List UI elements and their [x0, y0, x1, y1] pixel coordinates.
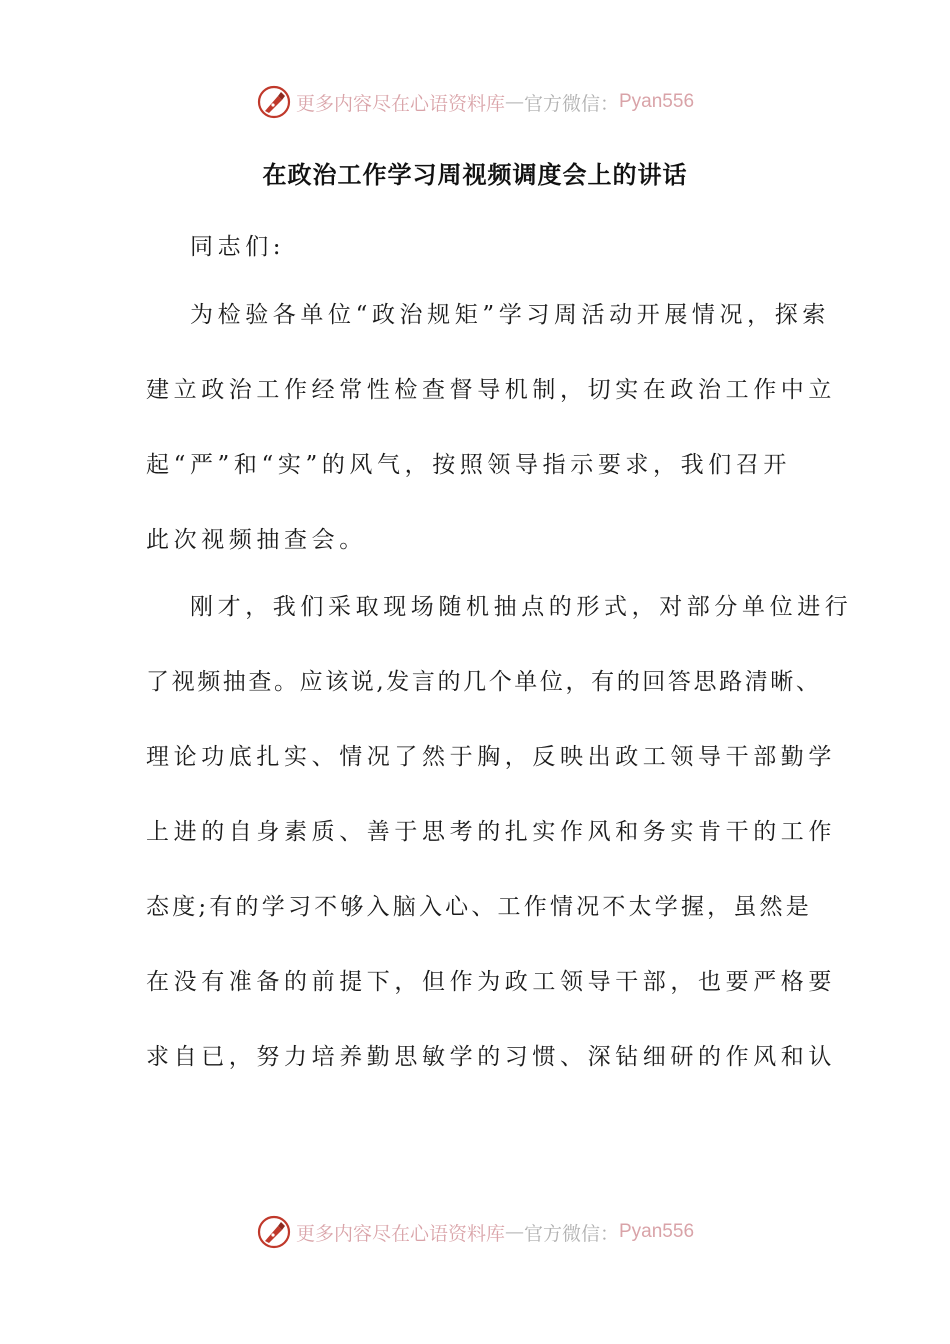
footer-watermark — [0, 1210, 950, 1254]
body-line-8: 上进的自身素质、善于思考的扎实作风和务实肯干的工作 — [146, 819, 836, 845]
watermark-wechat-id: Pyan556 — [619, 1221, 695, 1242]
body-line-6: 了视频抽查。应该说,发言的几个单位，有的回答思路清晰、 — [146, 669, 822, 695]
body-line-5: 刚才，我们采取现场随机抽点的形式，对部分单位进行 — [190, 594, 853, 620]
body-line-4: 此次视频抽查会。 — [146, 527, 367, 553]
watermark-wechat-label: 官方微信： — [523, 1222, 619, 1245]
body-line-3: 起“严”和“实”的风气，按照领导指示要求，我们召开 — [146, 452, 792, 478]
body-line-2: 建立政治工作经常性检查督导机制，切实在政治工作中立 — [146, 377, 836, 403]
watermark-wechat-label: 官方微信： — [523, 92, 619, 115]
salutation: 同志们: — [190, 234, 286, 260]
watermark-dash: — — [504, 1221, 524, 1243]
body-line-1: 为检验各单位“政治规矩”学习周活动开展情况，探索 — [190, 302, 830, 328]
body-line-7: 理论功底扎实、情况了然于胸，反映出政工领导干部勤学 — [146, 744, 836, 770]
document-title: 在政治工作学习周视频调度会上的讲话 — [262, 160, 688, 189]
body-line-10: 在没有准备的前提下，但作为政工领导干部，也要严格要 — [146, 969, 836, 995]
watermark-brand-text: 更多内容尽在心语资料库 — [295, 92, 505, 115]
header-watermark — [0, 80, 950, 124]
body-line-11: 求自已，努力培养勤思敏学的习惯、深钻细研的作风和认 — [146, 1044, 836, 1070]
body-line-9: 态度;有的学习不够入脑入心、工作情况不太学握，虽然是 — [146, 894, 812, 920]
watermark-brand-text: 更多内容尽在心语资料库 — [295, 1222, 505, 1245]
pen-nib-logo-icon — [256, 84, 292, 120]
pen-nib-logo-icon — [256, 1214, 292, 1250]
watermark-wechat-id: Pyan556 — [619, 91, 695, 112]
watermark-dash: — — [504, 91, 524, 113]
